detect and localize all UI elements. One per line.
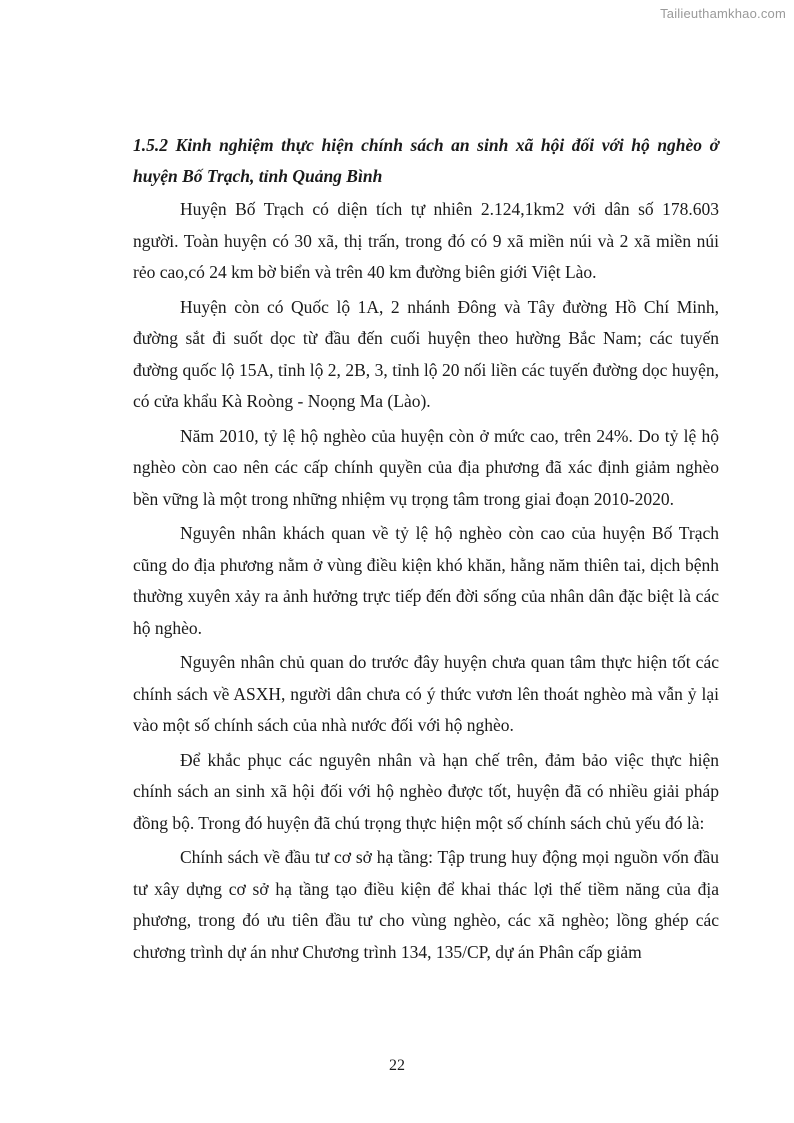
- page-number: 22: [389, 1057, 405, 1074]
- paragraph-objective-causes: Nguyên nhân khách quan về tỷ lệ hộ nghèo còn cao của huyện Bố Trạch cũng do địa phương nằm ở vùng điều kiện khó khăn, hằng năm thiên tai, dịch bệnh thường xuyên xảy ra ảnh hưởng trực tiếp đến đời sống của nhân dân đặc biệt là các hộ nghèo.: [133, 523, 719, 638]
- paragraph-poverty-rate: Năm 2010, tỷ lệ hộ nghèo của huyện còn ở mức cao, trên 24%. Do tỷ lệ hộ nghèo còn cao nên các cấp chính quyền của địa phương đã xác định giảm nghèo bền vững là một trong những nhiệm vụ trọng tâm trong giai đoạn 2010-2020.: [133, 425, 719, 509]
- section-heading: 1.5.2 Kinh nghiệm thực hiện chính sách an sinh xã hội đối với hộ nghèo ở huyện Bố Trạch, tỉnh Quảng Bình: [133, 135, 719, 186]
- paragraph-infrastructure-policy: Chính sách về đầu tư cơ sở hạ tầng: Tập trung huy động mọi nguồn vốn đầu tư xây dựng cơ sở hạ tầng tạo điều kiện để khai thác lợi thế tiềm năng của địa phương, trong đó ưu tiên đầu tư cho vùng nghèo, các xã nghèo; lồng ghép các chương trình dự án như Chương trình 134, 135/CP, dự án Phân cấp giảm: [133, 847, 719, 962]
- watermark-text: Tailieuthamkhao.com: [660, 6, 786, 21]
- paragraph-solutions: Để khắc phục các nguyên nhân và hạn chế trên, đảm bảo việc thực hiện chính sách an sinh xã hội đối với hộ nghèo được tốt, huyện đã có nhiều giải pháp đồng bộ. Trong đó huyện đã chú trọng thực hiện một số chính sách chủ yếu đó là:: [133, 749, 719, 833]
- paragraph-subjective-causes: Nguyên nhân chủ quan do trước đây huyện chưa quan tâm thực hiện tốt các chính sách về ASXH, người dân chưa có ý thức vươn lên thoát nghèo mà vẫn ỷ lại vào một số chính sách của nhà nước đối với hộ nghèo.: [133, 652, 719, 735]
- paragraph-area-population: Huyện Bố Trạch có diện tích tự nhiên 2.124,1km2 với dân số 178.603 người. Toàn huyện có 30 xã, thị trấn, trong đó có 9 xã miền núi và 2 xã miền núi rẻo cao,có 24 km bờ biển và trên 40 km đường biên giới Việt Lào.: [133, 199, 719, 282]
- document-body: [133, 130, 719, 971]
- paragraph-transport: Huyện còn có Quốc lộ 1A, 2 nhánh Đông và Tây đường Hồ Chí Minh, đường sắt đi suốt dọc từ đầu đến cuối huyện theo hường Bắc Nam; các tuyến đường quốc lộ 15A, tỉnh lộ 2, 2B, 3, tỉnh lộ 20 nối liền các tuyến đường dọc huyện, có cửa khẩu Kà Roòng - Noọng Ma (Lào).: [133, 296, 719, 411]
